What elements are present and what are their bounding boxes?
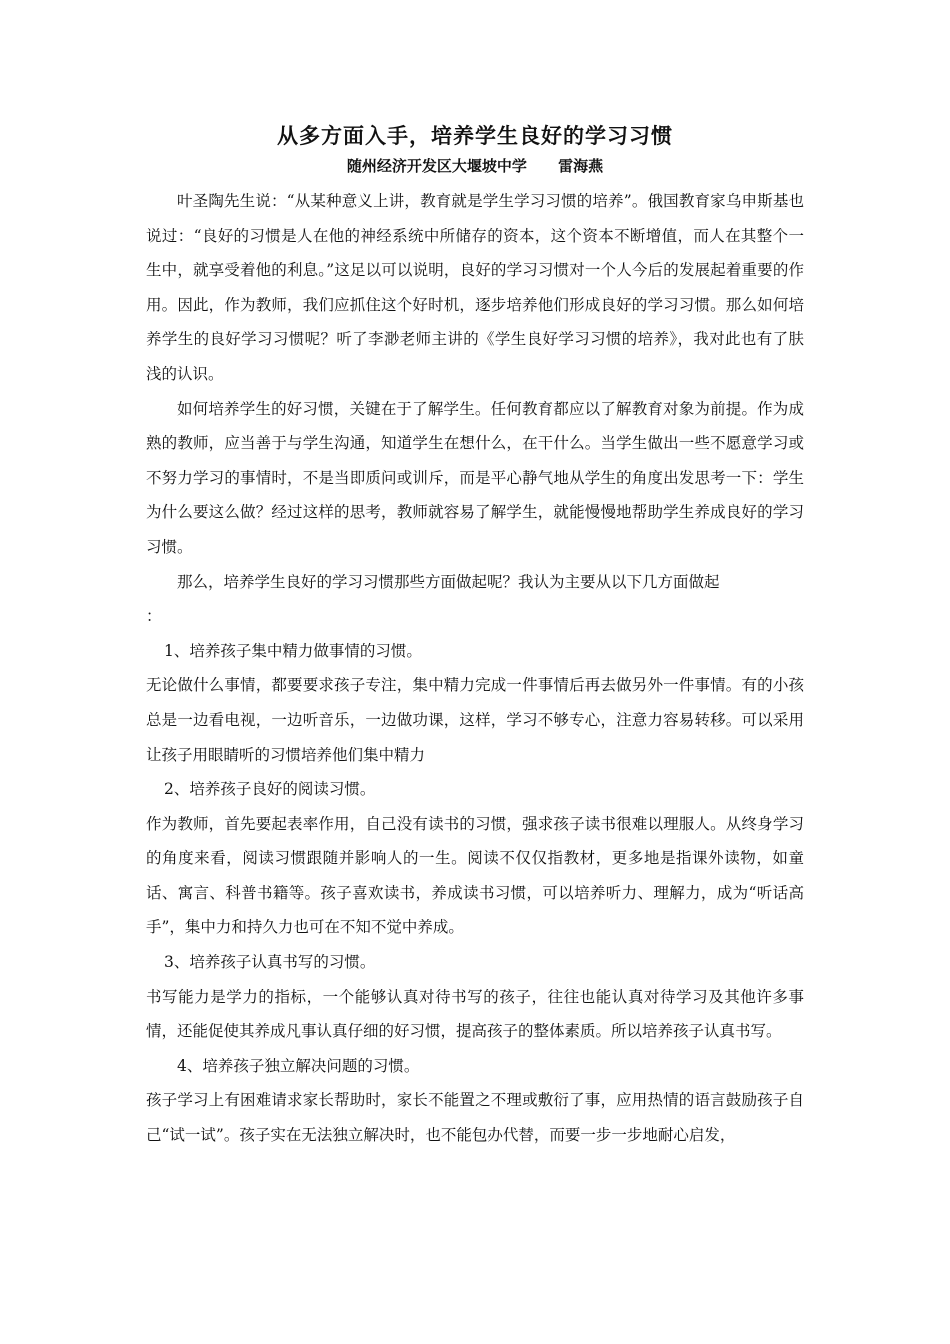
author-byline: 随州经济开发区大堰坡中学 雷海燕 <box>346 157 604 175</box>
section-heading-2: 2、培养孩子良好的阅读习惯。 <box>164 780 376 799</box>
paragraph-lead-in: 那么，培养学生良好的学习习惯那些方面做起呢？我认为主要从以下几方面做起 <box>177 572 720 591</box>
section-body-4: 孩子学习上有困难请求家长帮助时，家长不能置之不理或敷衍了事，应用热情的语言鼓励孩子自己“试一试”。孩子实在无法独立解决时，也不能包办代替，而要一步一步地耐心启发， <box>146 1091 804 1145</box>
paragraph-colon: ： <box>146 607 162 626</box>
paragraph-intro: 叶圣陶先生说：“从某种意义上讲，教育就是学生学习习惯的培养”。俄国教育家乌申斯基也说过：“良好的习惯是人在他的神经系统中所储存的资本，这个资本不断增值，而人在其整个一生中，就享受着他的利息。”这足以可以说明，良好的学习习惯对一个人今后的发展起着重要的作用。因此，作为教师，我们应抓住这个好时机，逐步培养他们形成良好的学习习惯。那么如何培养学生的良好学习习惯呢？听了李渺老师主讲的《学生良好学习习惯的培养》，我对此也有了肤浅的认识。 <box>146 192 804 383</box>
section-heading-1: 1、培养孩子集中精力做事情的习惯。 <box>164 641 422 660</box>
section-heading-3: 3、培养孩子认真书写的习惯。 <box>164 953 376 972</box>
section-body-2: 作为教师，首先要起表率作用，自己没有读书的习惯，强求孩子读书很难以理服人。从终身学习的角度来看，阅读习惯跟随并影响人的一生。阅读不仅仅指教材，更多地是指课外读物，如童话、寓言、科普书籍等。孩子喜欢读书，养成读书习惯，可以培养听力、理解力，成为“听话高手”，集中力和持久力也可在不知不觉中养成。 <box>146 814 804 937</box>
section-body-3: 书写能力是学力的指标，一个能够认真对待书写的孩子，往往也能认真对待学习及其他许多事情，还能促使其养成凡事认真仔细的好习惯，提高孩子的整体素质。所以培养孩子认真书写。 <box>146 987 804 1041</box>
section-body-1: 无论做什么事情，都要要求孩子专注，集中精力完成一件事情后再去做另外一件事情。有的小孩总是一边看电视，一边听音乐，一边做功课，这样，学习不够专心，注意力容易转移。可以采用让孩子用眼睛听的习惯培养他们集中精力 <box>146 676 804 764</box>
section-heading-4: 4、培养孩子独立解决问题的习惯。 <box>177 1056 420 1075</box>
paragraph-understand-students: 如何培养学生的好习惯，关键在于了解学生。任何教育都应以了解教育对象为前提。作为成熟的教师，应当善于与学生沟通，知道学生在想什么，在干什么。当学生做出一些不愿意学习或不努力学习的事情时，不是当即质问或训斥，而是平心静气地从学生的角度出发思考一下：学生为什么要这么做？经过这样的思考，教师就容易了解学生，就能慢慢地帮助学生养成良好的学习习惯。 <box>146 399 804 556</box>
document-title: 从多方面入手，培养学生良好的学习习惯 <box>277 124 673 148</box>
